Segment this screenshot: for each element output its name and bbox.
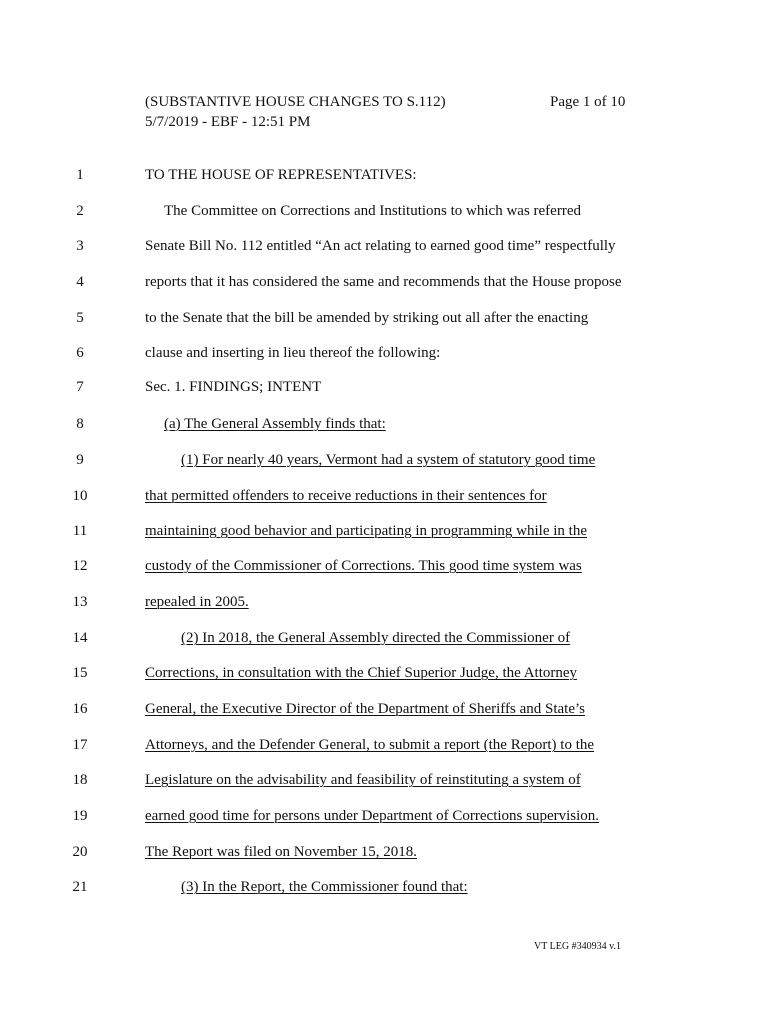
numbered-line: [0, 271, 770, 293]
numbered-line: [0, 876, 770, 898]
line-number: 19: [72, 808, 88, 824]
line-number: 20: [72, 844, 88, 860]
line-text: The Committee on Corrections and Institutions to which was referred: [164, 203, 581, 219]
numbered-line: [0, 841, 770, 863]
line-number: 5: [76, 310, 84, 326]
numbered-line: [0, 734, 770, 756]
numbered-line: [0, 591, 770, 613]
line-text: reports that it has considered the same and recommends that the House propose: [145, 274, 622, 290]
line-number: 11: [72, 523, 88, 539]
line-text-added: repealed in 2005.: [145, 594, 249, 610]
numbered-line: [0, 200, 770, 222]
numbered-line: [0, 164, 770, 186]
line-text: Senate Bill No. 112 entitled “An act relating to earned good time” respectfully: [145, 238, 616, 254]
line-text-added: (1) For nearly 40 years, Vermont had a system of statutory good time: [181, 452, 596, 468]
line-text-added: (3) In the Report, the Commissioner found that:: [181, 879, 468, 895]
line-text-added: (a) The General Assembly finds that:: [164, 416, 386, 432]
numbered-line: [0, 805, 770, 827]
line-number: 7: [76, 379, 84, 395]
numbered-line: [0, 627, 770, 649]
line-number: 2: [76, 203, 84, 219]
line-number: 3: [76, 238, 84, 254]
line-text-added: Attorneys, and the Defender General, to submit a report (the Report) to the: [145, 737, 595, 753]
line-text-added: The Report was filed on November 15, 2018.: [145, 844, 418, 860]
line-text-added: that permitted offenders to receive reductions in their sentences for: [145, 488, 547, 504]
numbered-line: [0, 307, 770, 329]
line-text-added: General, the Executive Director of the Department of Sheriffs and State’s: [145, 701, 585, 717]
section-heading: Sec. 1. FINDINGS; INTENT: [145, 379, 322, 395]
numbered-line: [0, 376, 770, 398]
line-number: 4: [76, 274, 84, 290]
line-number: 10: [72, 488, 88, 504]
line-text: to the Senate that the bill be amended by striking out all after the enacting: [145, 310, 589, 326]
header-date: 5/7/2019 - EBF - 12:51 PM: [145, 114, 311, 130]
line-number: 16: [72, 701, 88, 717]
line-number: 21: [72, 879, 88, 895]
line-number: 17: [72, 737, 88, 753]
header-title: (SUBSTANTIVE HOUSE CHANGES TO S.112): [145, 94, 446, 110]
line-text-added: (2) In 2018, the General Assembly directed the Commissioner of: [181, 630, 571, 646]
line-number: 18: [72, 772, 88, 788]
line-number: 8: [76, 416, 84, 432]
line-number: 9: [76, 452, 84, 468]
numbered-line: [0, 413, 770, 435]
line-text-added: earned good time for persons under Department of Corrections supervision.: [145, 808, 600, 824]
header-title-block: [145, 92, 446, 132]
line-number: 15: [72, 665, 88, 681]
numbered-line: [0, 555, 770, 577]
numbered-line: [0, 698, 770, 720]
numbered-line: [0, 520, 770, 542]
numbered-line: [0, 449, 770, 471]
document-footer: VT LEG #340934 v.1: [534, 941, 621, 952]
line-text: clause and inserting in lieu thereof the following:: [145, 345, 441, 361]
page-number: Page 1 of 10: [550, 94, 626, 110]
line-number: 13: [72, 594, 88, 610]
numbered-line: [0, 485, 770, 507]
numbered-line: [0, 769, 770, 791]
line-text-added: Corrections, in consultation with the Chief Superior Judge, the Attorney: [145, 665, 578, 681]
line-text: TO THE HOUSE OF REPRESENTATIVES:: [145, 167, 417, 183]
line-number: 14: [72, 630, 88, 646]
line-text-added: custody of the Commissioner of Corrections. This good time system was: [145, 558, 582, 574]
line-number: 6: [76, 345, 84, 361]
numbered-line: [0, 342, 770, 364]
numbered-line: [0, 662, 770, 684]
line-text-added: Legislature on the advisability and feasibility of reinstituting a system of: [145, 772, 581, 788]
line-text-added: maintaining good behavior and participating in programming while in the: [145, 523, 587, 539]
numbered-line: [0, 235, 770, 257]
line-number: 12: [72, 558, 88, 574]
line-number: 1: [76, 167, 84, 183]
